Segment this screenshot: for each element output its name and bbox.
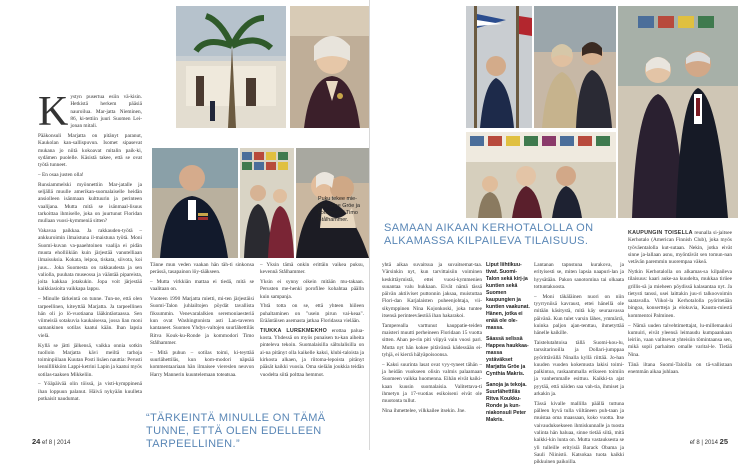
body-paragraph: Vuoteen 1990 Marjatta mietti, mi-ten järjestäisi Suomi-Talon juhlailtojen pöydät tavallista fiksummin. Venevaralalkien seremoniaesteriä kun ovat Washingtonista asti Lan-taveren kantaneet. Suomen Yhdys-valtojen suurlähettiläs Ritva Kouk-ku-Ronde ja kommodori Timo Stålhammer. <box>150 296 254 346</box>
body-paragraph: Vakavaa paikkaa. Ja rakkauden-työtä – ankkuroimin ilmaistuna il-maistuna työtä. Moni Suomi-kuvan va-paaehtoinen vaalija ei pidän muuta eholliikiän kuin järjestää vanutelliaan ilmaisuksia. Kokata, leipoa, tiskata, siivota, koi juus... Joka Suomesta on rakkaudesta ja sen valiolla, puuhata museossa ja vääntää pipareista, joita kakkaa jotakukin. Jopa voit järjestää kaikkiasioita vaikkapa lappu. <box>38 228 142 293</box>
magazine-name: ef <box>689 440 695 446</box>
body-paragraph: Lantanan tapnstuna kurakova, ja erityisesti se, miten lapsia naapuri-lan ja hyysätään. Pakon sanotomina tai olkaata tottuntakuosta. <box>534 262 624 290</box>
page-number: 24 <box>32 437 41 446</box>
body-paragraph: Tänne mun veden vaakan hän täh-ti sinkonsa perässä, tasapainon löy-tääkseen. <box>150 262 254 276</box>
article-column-2 <box>150 262 254 381</box>
article-column-5 <box>534 262 624 469</box>
body-paragraph: yhtä aikaa suvaitsua ja suvaitsemat-taa. Värsinkin nyt, kun tarvittaisiin voiminen keskittäymistä, ettei vuosi-kymmenien suuantaa valu hukkaan. Eivät nämä tässä päivän aktiiviset puttonnin jaksaa, muistuttaa Flori-dan Karjalaisten puheenjohtaja, vii-sikymppinen Nina Kojonkoski, joka tuntee itsensä perinteeväestöä ihan hakarakoi. <box>382 262 482 320</box>
body-paragraph: – Yksin tämä onkin erittäin vaikea puksu, kevennä Stålhammer. <box>260 262 364 276</box>
right-page <box>369 0 738 466</box>
issue-number: 8 | 2014 <box>48 440 71 446</box>
issue-number: 8 | 2014 <box>696 440 718 446</box>
left-page <box>0 0 369 450</box>
body-paragraph: Nina ihmettelee, vilkkailee itsekin. Jne. <box>382 408 466 415</box>
body-paragraph: – Kaksi suurinta lasat ovat vyy-tyneet tähän – ja heidän vuokseen olisin valmis palaamaan Suomeen vaikka huomenna. Eihän eivät kaiki-kaan kuusin suomalaisia. Valitettava-ti ihmetyn ja 17-vuotias esikoiseni eivät ole muotonta tullut. <box>382 361 482 405</box>
article-column-6 <box>628 230 732 379</box>
body-paragraph: Nytkin Kerhotalolla on alkamas-sa kilpaileva tilaisuus: kaari auke-aa kuudelta, mukkaa tiriiee grillis-sä ja mieheen pöydissä kalasantaa nyt. Ja tietysti tanssi, usei laittakin juu-ri talkoovoimin saatavalla. Viikol-la Kerhotalolla pyöritetään bingoa, konsertteja ja elokuvia, Kaustu-miestä kommentoi Palminen. <box>628 268 732 319</box>
section-subhead: KAUPUNGIN TOISELLA <box>628 230 693 236</box>
dropcap: K <box>38 89 69 135</box>
body-paragraph: Pääkonsuli Marjatta on pitänyt paranut, Kaukolan kan-sallispuvun. Isomet sipasevat mukana jo niitä kokoavat mitalin paik-ki, sydämen puolelle. Käsistä takee, että se ovat työtä tunneet. <box>38 132 142 169</box>
left-folio <box>32 437 70 446</box>
body-paragraph: – Moni täkäläinen nuori on niin tyyrryniisä kavraust, ettei hänellä ole mitään käsitystä, mitä käy seuraavassa päivänä. Kun tulet varsin lähes, ymmärrä, kuinka paljon ajan-tenttau, ihmetyttää hänelle kaikille. <box>534 293 624 337</box>
officer-photo <box>152 148 238 258</box>
article-column-1 <box>38 89 143 406</box>
body-paragraph: Runsiammelski myönnettiin Mar-jatalle ja seljällä muulle amerikan-suomalaiselle heidän ansiolleen isänmaan kulttuurin ja perinteen vaalijana. Mutta mitä se isänmaal-lisuus tarkoittaa ihmiselle, joka on juurtunut Floridan mullaan vuosi-kymmeniä sitten? <box>38 181 142 225</box>
body-paragraph: – Mitä puhun – sotilas toimi, ki-teyttää suurlähettiläs, kun kom-modori näpsää kommentaariaan hän ilmaisee viereslen neuvon Harry Mannerin kuuntelemaan toteatsaa. <box>150 349 254 378</box>
body-paragraph: Yhtä totta on se, että yhteen hiileen puhaltaminen on "usein pirun vai-keaa". Erääntäisen asemasta jatkaa Floridassa vielään. <box>260 303 364 325</box>
women-photo <box>534 6 616 128</box>
magazine-name: ef <box>42 440 48 446</box>
body-paragraph: Yksin ei synny oikein mitään mu-takaan. Perusten me-henki porofilee kohahtaa päälln kuin sampanja. <box>260 279 364 300</box>
caption-pukutekee: Puku tekee mie-hen. Eine Gröe ja kommodori Timo Stålhammer. <box>318 196 360 223</box>
photo-captions-box <box>486 262 530 424</box>
courtyard-photo <box>176 6 286 128</box>
flags-hall-photo <box>240 148 294 258</box>
right-folio <box>690 437 728 446</box>
body-paragraph: Tänä iltana Suomi-Taloilla on tä-vallistaan enemmän aikaa juhlaan. <box>628 361 732 375</box>
lead-paragraph: ystyn pusertua esiin vä-kisin. Hetkistä herkem pääsiä nauroilua. Mar-jatta Nieminen, 86, ki-tettiin juuri Suomen Lei-jonan mitali. <box>70 94 142 130</box>
section-subhead: TIUKKA LUREKMEKHO <box>260 327 328 334</box>
body-paragraph: – Nämä uuden talvehtimettajat, lu-millemauksi kumuiri, eivät yleensä leimaudu kumpaankaan leiriin, vaan valitsevat yhteisiin tömintaansa sen, mikä sopii parhaiten omalle varital-le. Tietää Nina. <box>628 322 732 358</box>
body-paragraph: Tässä kivalle mallilla päällä tuttuna pälleen hyvä tulla viiltäneen puh-taan ja muistaa oma maassaan, koko vuotta. Itse vaivauduksekseen ihmiskunnalle ja tuosta valinta hän haluaa, sinne tietää siitä, mitä kaikki-kin lunta on. Mutta vastauksesta se yli tulleille erityisiä Barack Obama ja Sauli Niinistö. Katsokaa tuota kaikki pikkuinen paikoilla. <box>534 400 624 466</box>
body-paragraph: Taistelutahtoisa tällä Suomi-kou-lu, tarssitarinoilla ja Dollari-jumppaa pyörittävällä Ninalla kyllä riittää. Jo-han kuuden vuoden kokemusta lakisi toimi-palkintoa, raskaammalla erikseen toimiin ja vanhemmalle esittuu. Kaikki-ta ajat pyytää, että näiden saa vah-tia, ihmiset ja arkakin ja. <box>534 339 624 398</box>
caption-saassa: Säassä selissä Happea haukkaa-massa ystäväkset Marjatta Gröe ja Cynthia Makris. <box>486 336 529 377</box>
pull-quote-bottom: “TÄRKEINTÄ MINULLE ON TÄMÄ TUNNE, ETTÄ OLEN EDELLEEN TARPEELLINEN.” <box>146 412 326 450</box>
body-paragraph: Kyllä se jätti jälkensä, vaikka onnia sotkin tuolloin Marjatta kävi meiltä tarhoja toiminpiilaan Kuutan Posti lisäen nauttia: Perusti lennilllikköm Lappi-ketrini Lapin ja kaatui myös sotilas-taaksen Mikkeliin. <box>38 342 143 378</box>
hall-flags-photo <box>466 132 616 218</box>
article-column-4 <box>382 262 482 418</box>
caption-liput: Liput liihtikuu-tivat. Suomi-Talon sekä kirj-ja kuntien sekä Suomen kaupungien ja kuntien vaakunat. Hänen, jotka ei enää ole ole-massa. <box>486 262 530 331</box>
caption-sanoja: Sanoja ja tekoja. Suurlähettiläs Ritva Koukku-Ronde ja kun-niakonsuli Peter Makris. <box>486 382 527 423</box>
pull-quote-top: SAMAAN AIKAAN KERHOTALOLLA ON ALKAMASSA KILPAILEVA TILAISUUS. <box>384 222 594 247</box>
body-paragraph: – Yöäpäivää olin töissä, ja visti-kymppinenä ihan loppuun palanut. Häivä nykyään kuulleta potkaisit naudumat. <box>38 381 142 403</box>
woman-medal-photo <box>290 6 369 128</box>
body-paragraph: – Mutta virkkiän mattaa ei tiedä, mitä se vaalitaan on. <box>150 279 254 293</box>
body-paragraph: – En osaa justen olla! <box>38 171 84 178</box>
page-number: 25 <box>719 437 728 446</box>
body-paragraph: – Minulle tärkeintä on tunne. Tun-ne, että olen tarpeellinen, kiteyttää Marjatta. Ja tarpeellinen hän oli jo lö-vuotiaana lääkintäotaassa. Sen viimeisiä sotakuvia kaukaisessa, jossa lian moni samankinen sotilas kaatui kään. Ihan lapsia vielä. <box>38 296 142 339</box>
flag-group-photo <box>466 6 532 128</box>
article-column-3 <box>260 262 364 381</box>
body-paragraph: erottaa palua-kosta. Yhdessä on myös punaisen tu-kan aiheita pinteleva tekoin. Suomalaisilla sältulalisilla on ai-na pitänyt olla kaikelle kaksi, klubi-taloista ja kirkosta alkaen, ja riitoma-lepoista pitänyt pääsät kaikki vuosia. Oma sielään joukkia teidän vuodelta siitä polttaa hemmot. <box>260 327 365 378</box>
body-paragraph: reunalla si-jaitsee Kerhotalo (American Finnish Club), joka myös työväentalolla kut-sutaan. Nekin, jotka eivät sinne ja-lallaan asnu, myöntävät sen tomun-nan vetävän paremmin nuorempaa väkeä. <box>628 230 732 266</box>
body-paragraph: Tamperealla varttunut kauppatie-teiden maisteri muutti perheineen Floridaan 15 vuotta sitten. Ahan pe-rin piti viipyä vain vuosi pari. Mutta nyt hän kokee pitävänsä kädessään ei-tyhjä, ei kierrä hälyäpoisoonsa. <box>382 322 482 359</box>
couple-photo <box>618 6 738 218</box>
